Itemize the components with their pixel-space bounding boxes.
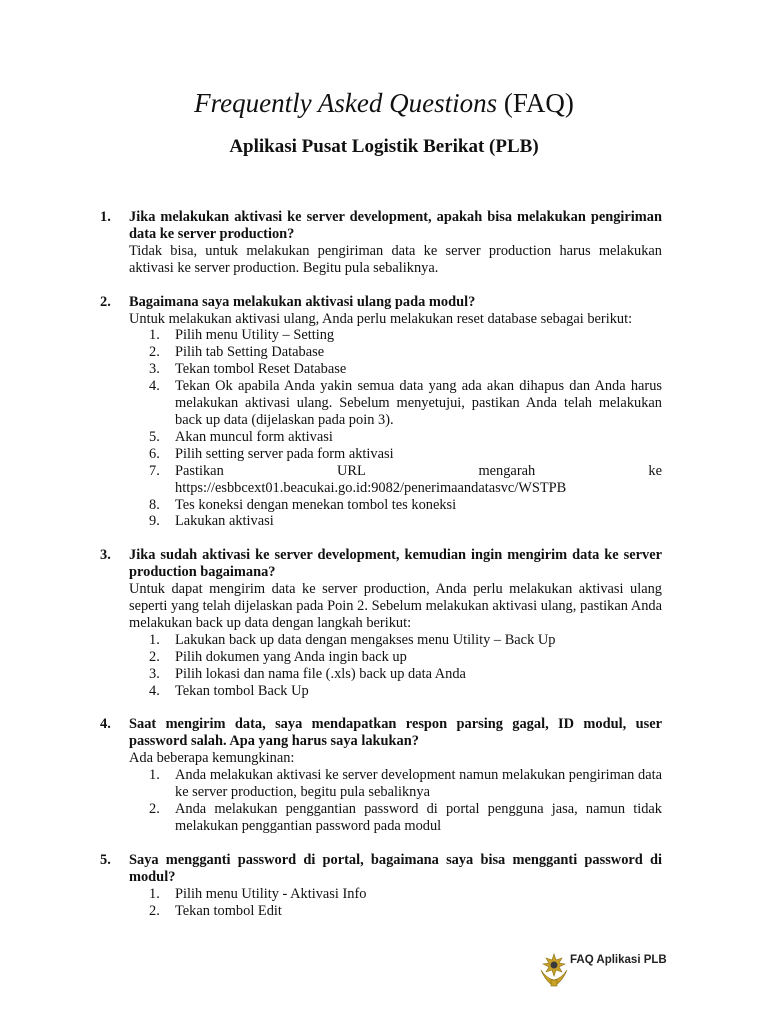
faq-step-text: Pilih dokumen yang Anda ingin back up: [175, 648, 407, 665]
faq-step-text: Tekan tombol Reset Database: [175, 361, 347, 378]
faq-step-text: Anda melakukan aktivasi ke server development namun melakukan pengiriman data ke server production, begitu pula sebaliknya: [175, 767, 662, 801]
faq-step-number: 8.: [149, 496, 160, 513]
faq-steps-list: [129, 767, 662, 835]
faq-step-text: Tes koneksi dengan menekan tombol tes koneksi: [175, 496, 457, 513]
faq-step: [129, 378, 662, 429]
faq-answer: Tidak bisa, untuk melakukan pengiriman data ke server production harus melakukan aktivasi ke server production. Begitu pula sebaliknya.: [129, 242, 662, 276]
faq-step-text: Akan muncul form aktivasi: [175, 428, 333, 445]
faq-answer: Ada beberapa kemungkinan:: [129, 750, 295, 767]
faq-step: [129, 801, 662, 835]
faq-step-number: 9.: [149, 513, 160, 530]
faq-steps-list: [129, 632, 662, 700]
faq-step-number: 1.: [149, 885, 160, 902]
faq-step: [129, 463, 662, 497]
faq-step: [129, 767, 662, 801]
faq-number: 2.: [100, 293, 111, 310]
faq-step-text: Tekan tombol Back Up: [175, 682, 309, 699]
faq-step-text: Pilih setting server pada form aktivasi: [175, 445, 394, 462]
page-title: [0, 86, 768, 120]
faq-step-number: 2.: [149, 344, 160, 361]
faq-item: [100, 547, 662, 699]
faq-step-number: 2.: [149, 801, 160, 817]
faq-step-number: 1.: [149, 767, 160, 784]
faq-question: Bagaimana saya melakukan aktivasi ulang pada modul?: [129, 293, 476, 310]
faq-number: 4.: [100, 716, 111, 733]
faq-step-number: 6.: [149, 445, 160, 462]
faq-step: [129, 886, 662, 903]
faq-list: [100, 209, 662, 919]
faq-step-number: 4.: [149, 378, 160, 395]
faq-item: [100, 852, 662, 920]
faq-step: [129, 513, 662, 530]
faq-step: [129, 497, 662, 514]
faq-step-number: 3.: [149, 361, 160, 378]
faq-step-text: Tekan tombol Edit: [175, 902, 282, 919]
title-italic: Frequently Asked Questions: [194, 88, 498, 118]
faq-step-text: Anda melakukan penggantian password di portal pengguna jasa, namun tidak melakukan penggantian password pada modul: [175, 801, 662, 834]
faq-step: [129, 632, 662, 649]
faq-step: [129, 344, 662, 361]
faq-step: [129, 903, 662, 920]
faq-item: [100, 209, 662, 277]
faq-question: Saat mengirim data, saya mendapatkan respon parsing gagal, ID modul, user password salah. Apa yang harus saya lakukan?: [129, 716, 662, 750]
faq-step: [129, 683, 662, 700]
faq-step-number: 1.: [149, 327, 160, 344]
faq-item: [100, 716, 662, 834]
faq-step: [129, 429, 662, 446]
title-suffix: (FAQ): [497, 88, 574, 118]
footer-text: FAQ Aplikasi PLB: [570, 954, 667, 966]
faq-step-number: 1.: [149, 631, 160, 648]
faq-step-number: 5.: [149, 428, 160, 445]
faq-step-text: Pilih lokasi dan nama file (.xls) back up data Anda: [175, 665, 466, 682]
page-subtitle: Aplikasi Pusat Logistik Berikat (PLB): [229, 136, 539, 157]
faq-step: [129, 666, 662, 683]
faq-step-text: Pastikan URL mengarah ke https://esbbcext01.beacukai.go.id:9082/penerimaandatasvc/WSTPB: [175, 462, 662, 496]
faq-step-text: Lakukan aktivasi: [175, 513, 274, 530]
faq-question: Jika melakukan aktivasi ke server development, apakah bisa melakukan pengiriman data ke server production?: [129, 209, 662, 242]
faq-steps-list: [129, 886, 662, 920]
page-footer: [538, 952, 688, 996]
faq-step-number: 4.: [149, 682, 160, 699]
faq-step-text: Tekan Ok apabila Anda yakin semua data yang ada akan dihapus dan Anda harus melakukan aktivasi ulang. Sebelum menyetujui, pastikan Anda telah melakukan back up data (dijelaskan pada poin 3).: [175, 378, 662, 428]
faq-step: [129, 361, 662, 378]
faq-step-number: 2.: [149, 902, 160, 919]
faq-number: 3.: [100, 547, 111, 564]
faq-question: Jika sudah aktivasi ke server development, kemudian ingin mengirim data ke server production bagaimana?: [129, 547, 662, 581]
faq-step-number: 7.: [149, 462, 160, 479]
bea-cukai-emblem-icon: [538, 952, 570, 990]
faq-step-text: Pilih menu Utility - Aktivasi Info: [175, 885, 367, 902]
faq-step-text: Pilih tab Setting Database: [175, 344, 325, 361]
faq-item: [100, 294, 662, 531]
faq-number: 1.: [100, 209, 111, 225]
faq-step: [129, 327, 662, 344]
faq-answer: Untuk dapat mengirim data ke server production, Anda perlu melakukan aktivasi ulang seperti yang telah dijelaskan pada Poin 2. Sebelum melakukan aktivasi ulang, pastikan Anda melakukan back up data dengan langkah berikut:: [129, 581, 662, 631]
faq-question: Saya mengganti password di portal, bagaimana saya bisa mengganti password di modul?: [129, 851, 662, 885]
faq-steps-list: [129, 327, 662, 530]
faq-step-text: Pilih menu Utility – Setting: [175, 327, 335, 344]
faq-answer: Untuk melakukan aktivasi ulang, Anda perlu melakukan reset database sebagai berikut:: [129, 310, 633, 327]
faq-step-number: 2.: [149, 648, 160, 665]
faq-step-number: 3.: [149, 665, 160, 682]
faq-number: 5.: [100, 851, 111, 868]
faq-step-text: Lakukan back up data dengan mengakses menu Utility – Back Up: [175, 631, 556, 648]
faq-step: [129, 446, 662, 463]
faq-step: [129, 649, 662, 666]
